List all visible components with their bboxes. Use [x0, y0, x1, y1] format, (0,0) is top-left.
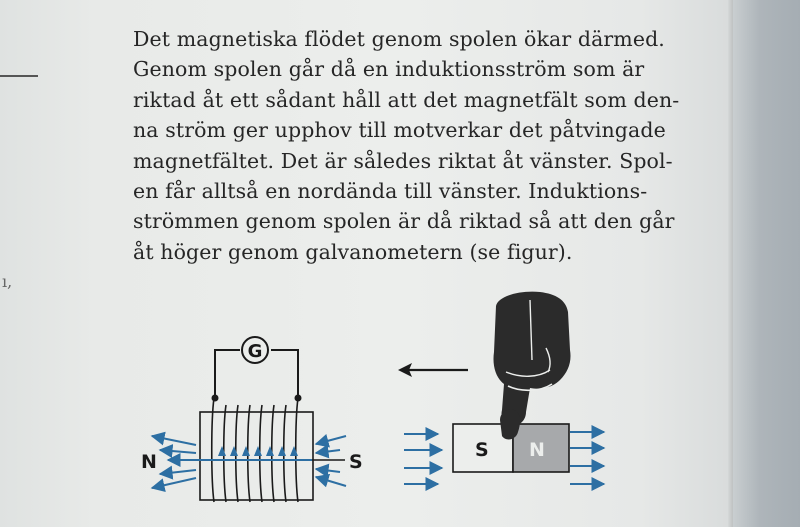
- body-paragraph: [133, 24, 723, 267]
- text-line: en får alltså en nordända till vänster. Induktions-: [133, 179, 648, 204]
- text-line: na ström ger upphov till motverkar det påtvingade: [133, 118, 666, 143]
- motion-arrow-icon: [398, 363, 468, 377]
- margin-rule: [0, 75, 38, 77]
- coil-north-label: N: [141, 451, 157, 473]
- induction-figure: [120, 285, 640, 527]
- hand-icon: [493, 292, 570, 426]
- magnet-south-label: S: [475, 439, 489, 461]
- bar-magnet: [453, 409, 569, 472]
- magnet-north-label: N: [529, 439, 545, 461]
- coil-current-arrows: [218, 446, 298, 456]
- galvanometer-label: G: [247, 341, 263, 362]
- text-line: Det magnetiska flödet genom spolen ökar därmed.: [133, 27, 665, 51]
- margin-mark: ı,: [2, 272, 13, 291]
- text-line: riktad åt ett sådant håll att det magnetfält som den-: [133, 87, 680, 112]
- coil-south-label: S: [349, 451, 363, 473]
- text-line: åt höger genom galvanometern (se figur).: [133, 239, 573, 264]
- text-line: Genom spolen går då en induktionsström som är: [133, 57, 645, 82]
- galvanometer-circuit: [212, 337, 302, 402]
- page-edge: [733, 0, 800, 527]
- text-line: strömmen genom spolen är då riktad så att den går: [133, 209, 675, 234]
- coil: [141, 398, 363, 502]
- text-line: magnetfältet. Det är således riktat åt vänster. Spol-: [133, 148, 673, 173]
